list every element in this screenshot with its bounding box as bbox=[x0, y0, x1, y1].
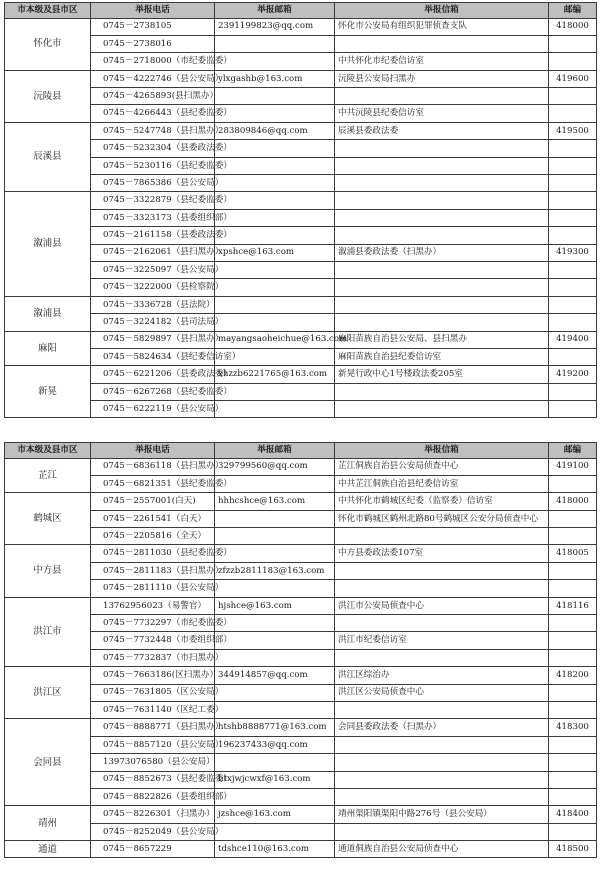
zip-cell bbox=[549, 383, 597, 400]
table-row bbox=[5, 331, 597, 348]
zip-cell bbox=[549, 105, 597, 122]
table-row bbox=[5, 314, 597, 331]
mailbox-cell bbox=[335, 140, 549, 157]
zip-cell bbox=[549, 632, 597, 649]
zip-cell bbox=[549, 140, 597, 157]
table-row bbox=[5, 105, 597, 122]
mailbox-cell: 芷江侗族自治县公安局侦查中心 bbox=[335, 458, 549, 475]
phone-cell: 0745－3222000（县检察院） bbox=[91, 279, 215, 296]
phone-cell: 0745－7732448（市委组织部） bbox=[91, 632, 215, 649]
phone-cell: 0745－2557001(白天) bbox=[91, 493, 215, 510]
header-mailbox: 举报信箱 bbox=[335, 3, 549, 19]
zip-cell bbox=[549, 314, 597, 331]
zip-cell bbox=[549, 823, 597, 840]
table-row bbox=[5, 140, 597, 157]
phone-cell: 0745－2811183（县扫黑办） bbox=[91, 562, 215, 579]
header-email: 举报邮箱 bbox=[215, 443, 335, 459]
mailbox-cell bbox=[335, 279, 549, 296]
email-cell bbox=[215, 296, 335, 313]
zip-cell bbox=[549, 510, 597, 527]
table-row bbox=[5, 88, 597, 105]
email-cell bbox=[215, 528, 335, 545]
email-cell: jzshce@163.com bbox=[215, 806, 335, 823]
email-cell: htshb8888771@163.com bbox=[215, 719, 335, 736]
table-row bbox=[5, 157, 597, 174]
email-cell bbox=[215, 53, 335, 70]
email-cell bbox=[215, 615, 335, 632]
phone-cell: 0745－8857120（县公安局） bbox=[91, 736, 215, 753]
table-row bbox=[5, 823, 597, 840]
mailbox-cell bbox=[335, 227, 549, 244]
table-row bbox=[5, 754, 597, 771]
zip-cell bbox=[549, 580, 597, 597]
zip-cell bbox=[549, 684, 597, 701]
phone-cell: 0745－7865386（县公安局） bbox=[91, 175, 215, 192]
zip-cell bbox=[549, 209, 597, 226]
header-phone: 举报电话 bbox=[91, 3, 215, 19]
zip-cell bbox=[549, 261, 597, 278]
mailbox-cell: 洪江区公安局侦查中心 bbox=[335, 684, 549, 701]
mailbox-cell bbox=[335, 823, 549, 840]
zip-cell bbox=[549, 401, 597, 418]
zip-cell: 418200 bbox=[549, 667, 597, 684]
phone-cell: 0745－2718000（市纪委监委） bbox=[91, 53, 215, 70]
zip-cell: 419200 bbox=[549, 366, 597, 383]
email-cell: htxjwjcwxf@163.com bbox=[215, 771, 335, 788]
zip-cell bbox=[549, 649, 597, 666]
mailbox-cell: 麻阳苗族自治县纪委信访室 bbox=[335, 348, 549, 365]
phone-cell: 0745－7732837（市扫黑办） bbox=[91, 649, 215, 666]
table-row bbox=[5, 615, 597, 632]
header-email: 举报邮箱 bbox=[215, 3, 335, 19]
phone-cell: 0745－8226301（扫黑办） bbox=[91, 806, 215, 823]
email-cell bbox=[215, 261, 335, 278]
email-cell bbox=[215, 314, 335, 331]
region-cell: 新晃 bbox=[5, 366, 91, 418]
table-row bbox=[5, 806, 597, 823]
email-cell: tdshce110@163.com bbox=[215, 841, 335, 858]
phone-cell: 0745－7631140（区纪工委） bbox=[91, 701, 215, 718]
phone-cell: 0745－4222746（县公安局） bbox=[91, 70, 215, 87]
email-cell: hjshce@163.com bbox=[215, 597, 335, 614]
email-cell: 196237433@qq.com bbox=[215, 736, 335, 753]
phone-cell: 0745－3225097（县公安局） bbox=[91, 261, 215, 278]
email-cell: 283809846@qq.com bbox=[215, 122, 335, 139]
mailbox-cell bbox=[335, 615, 549, 632]
zip-cell bbox=[549, 175, 597, 192]
phone-cell: 0745－5824634（县纪委信访室） bbox=[91, 348, 215, 365]
mailbox-cell bbox=[335, 209, 549, 226]
email-cell bbox=[215, 209, 335, 226]
contacts-table-2 bbox=[4, 442, 597, 858]
email-cell bbox=[215, 684, 335, 701]
table-row bbox=[5, 597, 597, 614]
mailbox-cell bbox=[335, 175, 549, 192]
table-row bbox=[5, 175, 597, 192]
header-region: 市本级及县市区 bbox=[5, 443, 91, 459]
phone-cell: 0745－8657229 bbox=[91, 841, 215, 858]
mailbox-cell bbox=[335, 157, 549, 174]
mailbox-cell: 靖州渠阳镇渠阳中路276号（县公安局） bbox=[335, 806, 549, 823]
email-cell bbox=[215, 192, 335, 209]
table-row bbox=[5, 366, 597, 383]
zip-cell bbox=[549, 701, 597, 718]
zip-cell: 418005 bbox=[549, 545, 597, 562]
mailbox-cell: 中方县委政法委107室 bbox=[335, 545, 549, 562]
mailbox-cell bbox=[335, 788, 549, 805]
phone-cell: 0745－7732297（市纪委监委） bbox=[91, 615, 215, 632]
phone-cell: 13973076580（县公安局） bbox=[91, 754, 215, 771]
phone-cell: 0745－3336728（县法院） bbox=[91, 296, 215, 313]
phone-cell: 0745－8888771（县扫黑办） bbox=[91, 719, 215, 736]
phone-cell: 0745－2261541（白天） bbox=[91, 510, 215, 527]
zip-cell: 418000 bbox=[549, 18, 597, 35]
zip-cell bbox=[549, 53, 597, 70]
email-cell bbox=[215, 580, 335, 597]
table-row bbox=[5, 788, 597, 805]
table-row bbox=[5, 209, 597, 226]
email-cell bbox=[215, 88, 335, 105]
mailbox-cell bbox=[335, 580, 549, 597]
phone-cell: 0745－6821351（县纪委监委） bbox=[91, 475, 215, 492]
header-zip: 邮编 bbox=[549, 443, 597, 459]
email-cell bbox=[215, 510, 335, 527]
email-cell bbox=[215, 227, 335, 244]
zip-cell bbox=[549, 227, 597, 244]
zip-cell: 418000 bbox=[549, 493, 597, 510]
mailbox-cell: 溆浦县委政法委（扫黑办） bbox=[335, 244, 549, 261]
zip-cell: 419600 bbox=[549, 70, 597, 87]
phone-cell: 0745－7631805（区公安局） bbox=[91, 684, 215, 701]
region-cell: 麻阳 bbox=[5, 331, 91, 366]
zip-cell bbox=[549, 771, 597, 788]
email-cell bbox=[215, 140, 335, 157]
contacts-table-1 bbox=[4, 2, 597, 418]
table-row bbox=[5, 18, 597, 35]
mailbox-cell bbox=[335, 35, 549, 52]
phone-cell: 0745－2738105 bbox=[91, 18, 215, 35]
mailbox-cell: 中共怀化市鹤城区纪委（监察委）信访室 bbox=[335, 493, 549, 510]
mailbox-cell bbox=[335, 192, 549, 209]
mailbox-cell: 中共怀化市纪委信访室 bbox=[335, 53, 549, 70]
header-row bbox=[5, 3, 597, 19]
header-row bbox=[5, 443, 597, 459]
zip-cell bbox=[549, 88, 597, 105]
mailbox-cell bbox=[335, 562, 549, 579]
zip-cell bbox=[549, 788, 597, 805]
zip-cell: 419500 bbox=[549, 122, 597, 139]
zip-cell bbox=[549, 475, 597, 492]
mailbox-cell bbox=[335, 649, 549, 666]
table-row bbox=[5, 401, 597, 418]
mailbox-cell: 洪江区综治办 bbox=[335, 667, 549, 684]
email-cell: ylxgashb@163.com bbox=[215, 70, 335, 87]
table-row bbox=[5, 841, 597, 858]
email-cell bbox=[215, 279, 335, 296]
zip-cell bbox=[549, 754, 597, 771]
phone-cell: 0745－3322879（县纪委监委） bbox=[91, 192, 215, 209]
phone-cell: 0745－2161158（县委政法委） bbox=[91, 227, 215, 244]
zip-cell: 419300 bbox=[549, 244, 597, 261]
table-row bbox=[5, 510, 597, 527]
zip-cell: 419100 bbox=[549, 458, 597, 475]
phone-cell: 0745－4265893(县扫黑办） bbox=[91, 88, 215, 105]
table-row bbox=[5, 35, 597, 52]
phone-cell: 0745－5247748（县扫黑办） bbox=[91, 122, 215, 139]
email-cell: xhzzb6221765@163.com bbox=[215, 366, 335, 383]
table-row bbox=[5, 701, 597, 718]
phone-cell: 0745－2811030（县纪委监委） bbox=[91, 545, 215, 562]
mailbox-cell: 辰溪县委政法委 bbox=[335, 122, 549, 139]
table-row bbox=[5, 261, 597, 278]
region-cell: 怀化市 bbox=[5, 18, 91, 70]
mailbox-cell bbox=[335, 296, 549, 313]
region-cell: 辰溪县 bbox=[5, 122, 91, 192]
table-row bbox=[5, 53, 597, 70]
zip-cell: 419400 bbox=[549, 331, 597, 348]
phone-cell: 0745－8852673（县纪委监委） bbox=[91, 771, 215, 788]
header-mailbox: 举报信箱 bbox=[335, 443, 549, 459]
mailbox-cell: 怀化市公安局有组织犯罪侦查支队 bbox=[335, 18, 549, 35]
zip-cell bbox=[549, 296, 597, 313]
zip-cell bbox=[549, 736, 597, 753]
mailbox-cell bbox=[335, 383, 549, 400]
table-row bbox=[5, 736, 597, 753]
table-row bbox=[5, 580, 597, 597]
mailbox-cell: 通道侗族自治县公安局侦查中心 bbox=[335, 841, 549, 858]
email-cell bbox=[215, 788, 335, 805]
email-cell bbox=[215, 632, 335, 649]
mailbox-cell: 新晃行政中心1号楼政法委205室 bbox=[335, 366, 549, 383]
email-cell bbox=[215, 823, 335, 840]
zip-cell bbox=[549, 348, 597, 365]
table-row bbox=[5, 458, 597, 475]
phone-cell: 0745－5232304（县委政法委） bbox=[91, 140, 215, 157]
table-row bbox=[5, 122, 597, 139]
phone-cell: 0745－2811110（县公安局） bbox=[91, 580, 215, 597]
mailbox-cell: 怀化市鹤城区鹤州北路80号鹤城区公安分局侦查中心 bbox=[335, 510, 549, 527]
phone-cell: 0745－6836118（县扫黑办） bbox=[91, 458, 215, 475]
zip-cell bbox=[549, 279, 597, 296]
table-row bbox=[5, 227, 597, 244]
region-cell: 通道 bbox=[5, 841, 91, 858]
table-row bbox=[5, 192, 597, 209]
zip-cell bbox=[549, 35, 597, 52]
phone-cell: 0745－6222119（县公安局） bbox=[91, 401, 215, 418]
table-row bbox=[5, 493, 597, 510]
zip-cell: 418500 bbox=[549, 841, 597, 858]
email-cell bbox=[215, 649, 335, 666]
region-cell: 溆浦县 bbox=[5, 296, 91, 331]
table-row bbox=[5, 649, 597, 666]
email-cell: zfzzb2811183@163.com bbox=[215, 562, 335, 579]
zip-cell: 418300 bbox=[549, 719, 597, 736]
table-row bbox=[5, 528, 597, 545]
zip-cell: 418400 bbox=[549, 806, 597, 823]
table-row bbox=[5, 383, 597, 400]
email-cell: 2391199823@qq.com bbox=[215, 18, 335, 35]
region-cell: 洪江市 bbox=[5, 597, 91, 667]
table-row bbox=[5, 667, 597, 684]
phone-cell: 0745－3224182（县司法局） bbox=[91, 314, 215, 331]
zip-cell bbox=[549, 528, 597, 545]
email-cell: mayangsaoheichue@163.com bbox=[215, 331, 335, 348]
phone-cell: 0745－5829897（县扫黑办） bbox=[91, 331, 215, 348]
mailbox-cell bbox=[335, 736, 549, 753]
email-cell: hhhcshce@163.com bbox=[215, 493, 335, 510]
mailbox-cell bbox=[335, 88, 549, 105]
email-cell: 329799560@qq.com bbox=[215, 458, 335, 475]
zip-cell: 418116 bbox=[549, 597, 597, 614]
mailbox-cell bbox=[335, 261, 549, 278]
table-row bbox=[5, 348, 597, 365]
mailbox-cell: 中共芷江侗族自治县纪委信访室 bbox=[335, 475, 549, 492]
table-row bbox=[5, 771, 597, 788]
email-cell bbox=[215, 35, 335, 52]
email-cell bbox=[215, 401, 335, 418]
phone-cell: 0745－2205816（全天） bbox=[91, 528, 215, 545]
mailbox-cell: 中共沅陵县纪委信访室 bbox=[335, 105, 549, 122]
phone-cell: 0745－2738016 bbox=[91, 35, 215, 52]
email-cell bbox=[215, 545, 335, 562]
mailbox-cell: 洪江市纪委信访室 bbox=[335, 632, 549, 649]
email-cell: xpshce@163.com bbox=[215, 244, 335, 261]
zip-cell bbox=[549, 615, 597, 632]
table-row bbox=[5, 684, 597, 701]
region-cell: 沅陵县 bbox=[5, 70, 91, 122]
phone-cell: 0745－6267268（县纪委监委） bbox=[91, 383, 215, 400]
region-cell: 溆浦县 bbox=[5, 192, 91, 296]
email-cell bbox=[215, 754, 335, 771]
phone-cell: 0745－6221206（县委政法委） bbox=[91, 366, 215, 383]
phone-cell: 0745－4266443（县纪委监委） bbox=[91, 105, 215, 122]
table-row bbox=[5, 562, 597, 579]
email-cell bbox=[215, 475, 335, 492]
phone-cell: 0745－3323173（县委组织部） bbox=[91, 209, 215, 226]
mailbox-cell: 会同县委政法委（扫黑办） bbox=[335, 719, 549, 736]
header-phone: 举报电话 bbox=[91, 443, 215, 459]
email-cell bbox=[215, 105, 335, 122]
email-cell: 344914857@qq.com bbox=[215, 667, 335, 684]
mailbox-cell bbox=[335, 314, 549, 331]
email-cell bbox=[215, 157, 335, 174]
region-cell: 芷江 bbox=[5, 458, 91, 493]
table-row bbox=[5, 296, 597, 313]
table-row bbox=[5, 719, 597, 736]
table-row bbox=[5, 545, 597, 562]
region-cell: 中方县 bbox=[5, 545, 91, 597]
mailbox-cell bbox=[335, 754, 549, 771]
table-row bbox=[5, 70, 597, 87]
region-cell: 靖州 bbox=[5, 806, 91, 841]
mailbox-cell bbox=[335, 401, 549, 418]
zip-cell bbox=[549, 157, 597, 174]
table-row bbox=[5, 279, 597, 296]
email-cell bbox=[215, 383, 335, 400]
header-region: 市本级及县市区 bbox=[5, 3, 91, 19]
region-cell: 会同县 bbox=[5, 719, 91, 806]
mailbox-cell bbox=[335, 771, 549, 788]
phone-cell: 13762956023（易警官） bbox=[91, 597, 215, 614]
table-row bbox=[5, 244, 597, 261]
header-zip: 邮编 bbox=[549, 3, 597, 19]
mailbox-cell: 洪江市公安局侦查中心 bbox=[335, 597, 549, 614]
mailbox-cell: 麻阳苗族自治县公安局、县扫黑办 bbox=[335, 331, 549, 348]
mailbox-cell bbox=[335, 528, 549, 545]
table-row bbox=[5, 632, 597, 649]
region-cell: 鹤城区 bbox=[5, 493, 91, 545]
region-cell: 洪江区 bbox=[5, 667, 91, 719]
phone-cell: 0745－5230116（县纪委监委） bbox=[91, 157, 215, 174]
zip-cell bbox=[549, 192, 597, 209]
phone-cell: 0745－2162061（县扫黑办） bbox=[91, 244, 215, 261]
mailbox-cell bbox=[335, 701, 549, 718]
mailbox-cell: 沅陵县公安局扫黑办 bbox=[335, 70, 549, 87]
email-cell bbox=[215, 701, 335, 718]
phone-cell: 0745－8822826（县委组织部） bbox=[91, 788, 215, 805]
zip-cell bbox=[549, 562, 597, 579]
email-cell bbox=[215, 175, 335, 192]
phone-cell: 0745－7663186(区扫黑办） bbox=[91, 667, 215, 684]
table-row bbox=[5, 475, 597, 492]
phone-cell: 0745－8252049（县公安局） bbox=[91, 823, 215, 840]
